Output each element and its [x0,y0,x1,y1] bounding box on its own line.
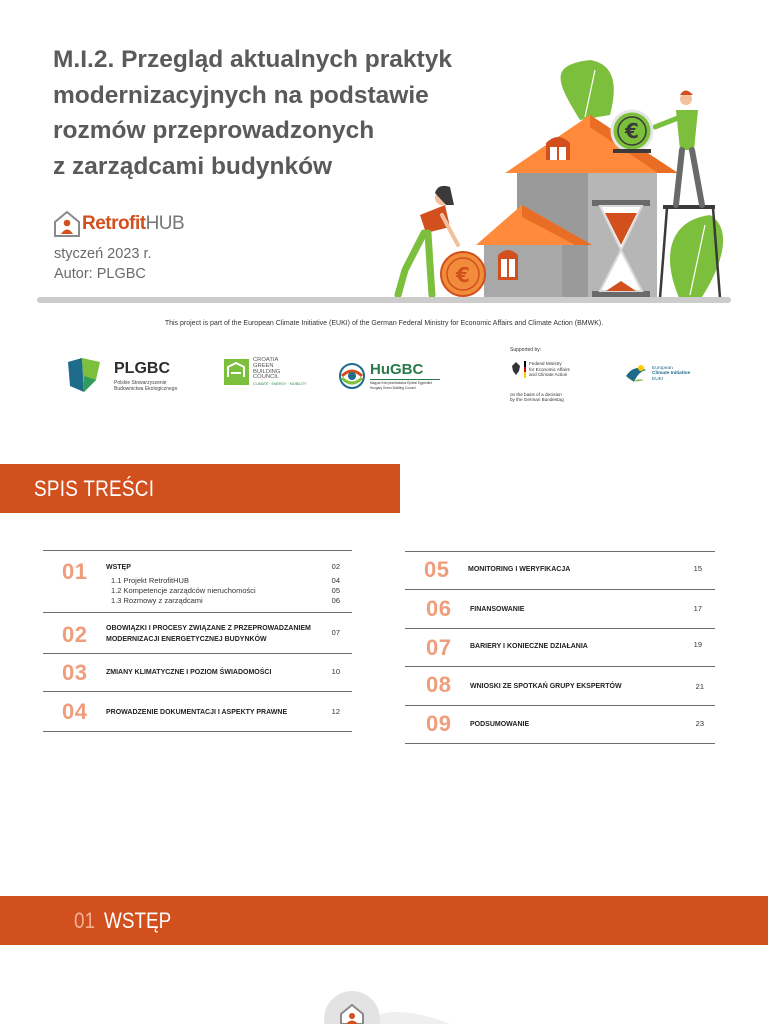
toc-label: OBOWIĄZKI I PROCESY ZWIĄZANE Z PRZEPROWADZANIEM MODERNIZACJI ENERGETYCZNEJ BUDYNKÓW [106,625,311,643]
bmwk-logo [510,348,600,403]
hero-ground-bar [37,297,731,303]
toc-sub-label: 1.2 Kompetencje zarządców nieruchomości [111,586,256,595]
toc-page: 10 [331,667,340,676]
toc-left [43,550,352,732]
bmwk-supported: Supported by: [510,347,542,353]
toc-label: MONITORING I WERYFIKACJA [468,566,571,573]
plgbc-logo [66,356,177,396]
publication-date: styczeń 2023 r. [54,246,152,262]
toc-heading: SPIS TREŚCI [34,476,155,501]
hero-illustration [380,55,750,300]
croatia-l3: BUILDING [253,368,281,375]
house-person-icon [54,211,80,237]
euki-logo [624,362,690,386]
toc-right [405,551,715,744]
toc-page: 19 [693,640,702,649]
hugbc-logo [338,362,440,390]
euro-symbol: € [625,119,639,143]
toc-number: 08 [426,672,452,697]
euro-symbol-2: € [456,263,470,287]
hugbc-sub1: Magyar Környezettudatos Építési Egyesület [370,381,432,386]
euki-l1: European [652,365,673,371]
toc-sub-label: 1.1 Projekt RetrofitHUB [111,576,189,585]
toc-label: FINANSOWANIE [470,606,525,613]
euki-icon [624,362,648,386]
toc-sub-page: 05 [331,586,340,595]
toc-row[interactable] [405,628,715,667]
croatia-gbc-logo [224,358,307,387]
section-number: 01 [74,908,96,933]
title-line: modernizacyjnych na podstawie [53,81,429,109]
croatia-l1: CROATIA [253,357,279,363]
croatia-l2: GREEN [253,362,274,369]
toc-page: 17 [693,604,702,613]
section-title: WSTĘP [104,908,172,933]
euki-l3: EUKI [652,376,664,382]
croatia-gbc-icon [224,359,249,385]
plgbc-sub2: Budownictwa Ekologicznego [114,385,178,392]
plgbc-sub1: Polskie Stowarzyszenie [114,379,167,386]
plgbc-name: PLGBC [114,359,170,377]
bmwk-b1: on the basis of a decision [510,391,562,397]
plgbc-leaf-icon [66,356,102,396]
bmwk-l1: Federal Ministry [529,361,562,366]
hugbc-sub2: Hungary Green Building Council [370,385,416,390]
project-note: This project is part of the European Climate Initiative (EUKI) of the German Federal Ministry for Economic Affairs and Climate Action (BMWK). [164,320,604,327]
german-eagle-icon [510,361,522,377]
hugbc-globe-icon [338,362,366,390]
toc-number: 04 [62,699,88,724]
toc-row[interactable] [405,705,715,744]
toc-label: PROWADZENIE DOKUMENTACJI I ASPEKTY PRAWNE [106,709,288,716]
toc-page: 02 [331,562,340,571]
toc-sub-page: 04 [331,576,340,585]
toc-page: 23 [695,719,704,728]
toc-number: 09 [426,711,452,736]
toc-row[interactable] [43,691,352,732]
title-line: rozmów przeprowadzonych [53,117,375,144]
toc-row[interactable] [405,551,715,590]
retrofithub-bottom-icon [300,985,460,1024]
toc-page: 21 [695,682,704,691]
toc-number: 01 [62,559,88,584]
toc-label: BARIERY I KONIECZNE DZIAŁANIA [470,643,588,650]
hugbc-name: HuGBC [370,361,424,379]
bmwk-l3: and Climate Action [529,372,568,377]
brand-part1: Retrofit [82,213,146,234]
toc-label: WSTĘP [106,564,131,571]
toc-number: 07 [426,635,452,660]
bmwk-l2: for Economic Affairs [529,366,570,372]
toc-label: WNIOSKI ZE SPOTKAŃ GRUPY EKSPERTÓW [470,683,622,690]
toc-page: 12 [331,707,340,716]
toc-heading-banner [0,464,400,513]
croatia-tag: CLIMATE · ENERGY · MOBILITY [253,382,307,387]
toc-row[interactable] [43,653,352,692]
toc-row[interactable] [405,666,715,706]
toc-row[interactable] [43,550,352,613]
title-line: z zarządcami budynków [53,152,333,180]
title-line: M.I.2. Przegląd aktualnych praktyk [53,46,452,73]
toc-number: 02 [62,622,88,647]
toc-number: 03 [62,660,88,685]
brand-part2: HUB [145,213,185,234]
retrofithub-logo [54,210,184,238]
toc-page: 07 [331,628,340,637]
bmwk-b2: by the German Bundestag [510,397,564,402]
toc-sub-page: 06 [331,596,340,605]
toc-number: 05 [424,557,450,582]
toc-number: 06 [426,596,452,621]
toc-page: 15 [693,564,702,573]
toc-row[interactable] [43,612,352,654]
toc-row[interactable] [405,589,715,629]
toc-label: PODSUMOWANIE [470,721,530,728]
croatia-l4: COUNCIL [253,374,280,381]
author: Autor: PLGBC [54,266,146,282]
toc-sub-label: 1.3 Rozmowy z zarządcami [111,596,203,605]
euki-l2: Climate Initiative [652,371,691,377]
toc-label: ZMIANY KLIMATYCZNE I POZIOM ŚWIADOMOŚCI [106,669,272,676]
